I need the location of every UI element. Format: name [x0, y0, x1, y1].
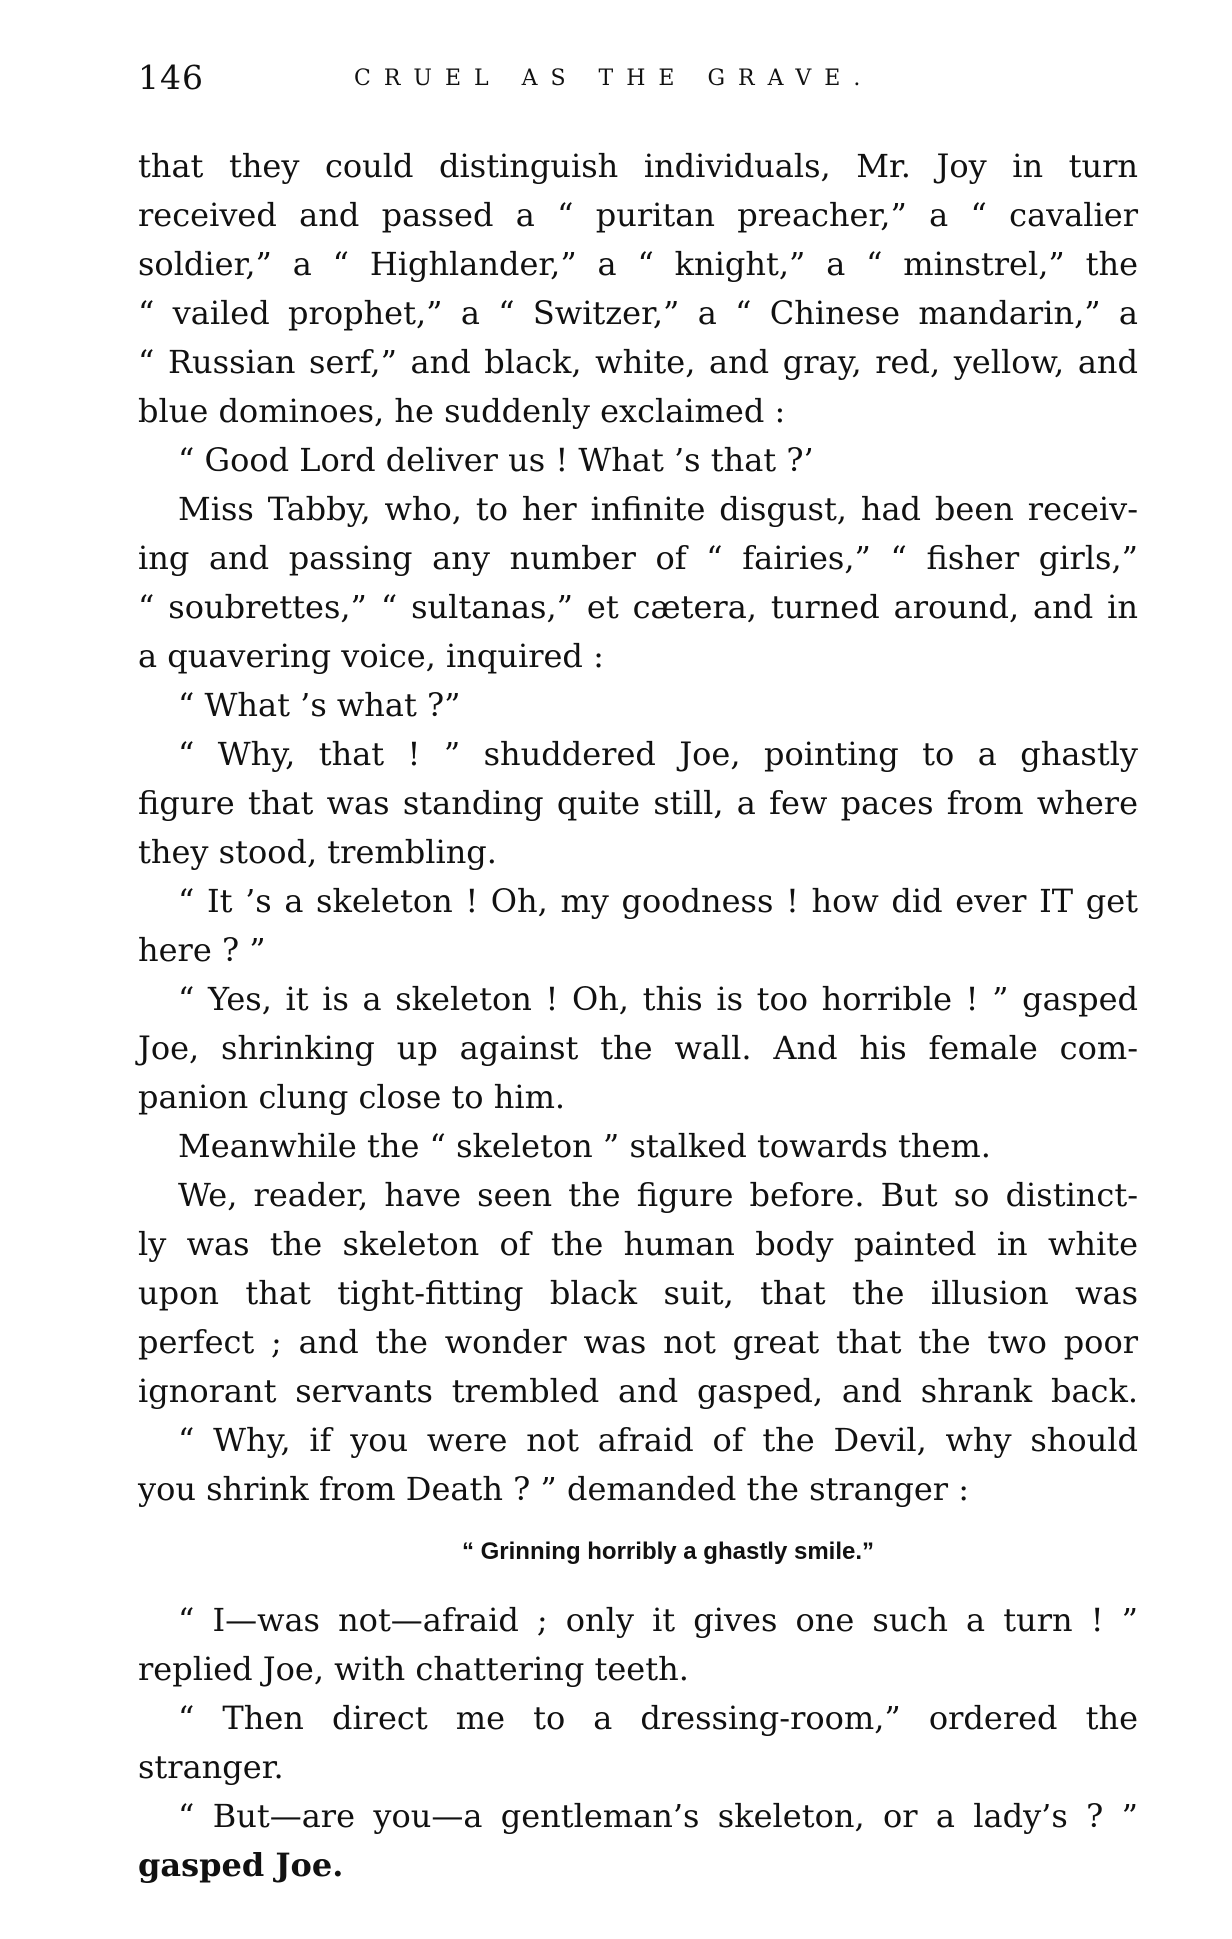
- text-line: “ vailed prophet,” a “ Switzer,” a “ Chinese mandarin,” a: [138, 294, 1138, 332]
- text-line: Miss Tabby, who, to her infinite disgust, had been receiv-: [178, 490, 1138, 528]
- running-title: CRUEL AS THE GRAVE.: [354, 66, 874, 91]
- text-line: they stood, trembling.: [138, 833, 497, 871]
- text-line: “ soubrettes,” “ sultanas,” et cætera, turned around, and in: [138, 588, 1138, 626]
- text-line: panion clung close to him.: [138, 1078, 566, 1116]
- text-line: “ But—are you—a gentleman’s skeleton, or a lady’s ? ”: [178, 1797, 1138, 1835]
- page-number: 146: [138, 58, 204, 97]
- text-line: soldier,” a “ Highlander,” a “ knight,” a “ minstrel,” the: [138, 245, 1138, 283]
- text-line: blue dominoes, he suddenly exclaimed :: [138, 392, 786, 430]
- text-line: Joe, shrinking up against the wall. And his female com-: [138, 1029, 1138, 1067]
- text-line: gasped Joe.: [138, 1846, 344, 1884]
- text-line: “ Good Lord deliver us ! What ’s that ?’: [178, 441, 814, 479]
- text-line: you shrink from Death ? ” demanded the stranger :: [138, 1470, 969, 1508]
- text-line: “ Then direct me to a dressing-room,” ordered the: [178, 1699, 1138, 1737]
- text-line: Meanwhile the “ skeleton ” stalked towards them.: [178, 1127, 991, 1165]
- text-line: “ Russian serf,” and black, white, and gray, red, yellow, and: [138, 343, 1138, 381]
- text-line: We, reader, have seen the figure before. But so distinct-: [178, 1176, 1138, 1214]
- text-line: “ It ’s a skeleton ! Oh, my goodness ! how did ever IT get: [178, 882, 1138, 920]
- text-line: “ Why, that ! ” shuddered Joe, pointing to a ghastly: [178, 735, 1138, 773]
- text-line: “ What ’s what ?”: [178, 686, 461, 724]
- text-line: replied Joe, with chattering teeth.: [138, 1650, 689, 1688]
- text-line: ignorant servants trembled and gasped, and shrank back.: [138, 1372, 1138, 1410]
- text-line: stranger.: [138, 1748, 284, 1786]
- body-text: [138, 142, 1138, 1890]
- page-header: [138, 58, 1078, 102]
- text-line: “ I—was not—afraid ; only it gives one such a turn ! ”: [178, 1601, 1138, 1639]
- text-line: received and passed a “ puritan preacher,” a “ cavalier: [138, 196, 1138, 234]
- text-line: ing and passing any number of “ fairies,” “ fisher girls,”: [138, 539, 1138, 577]
- text-line: ly was the skeleton of the human body painted in white: [138, 1225, 1138, 1263]
- text-line: upon that tight-fitting black suit, that the illusion was: [138, 1274, 1138, 1312]
- text-line: “ Why, if you were not afraid of the Devil, why should: [178, 1421, 1138, 1459]
- text-line: figure that was standing quite still, a few paces from where: [138, 784, 1138, 822]
- text-line: a quavering voice, inquired :: [138, 637, 604, 675]
- text-line: that they could distinguish individuals, Mr. Joy in turn: [138, 147, 1138, 185]
- text-line: here ? ”: [138, 931, 266, 969]
- text-line: “ Yes, it is a skeleton ! Oh, this is too horrible ! ” gasped: [178, 980, 1138, 1018]
- text-line: perfect ; and the wonder was not great that the two poor: [138, 1323, 1138, 1361]
- epigraph-quote: “ Grinning horribly a ghastly smile.”: [461, 1538, 875, 1565]
